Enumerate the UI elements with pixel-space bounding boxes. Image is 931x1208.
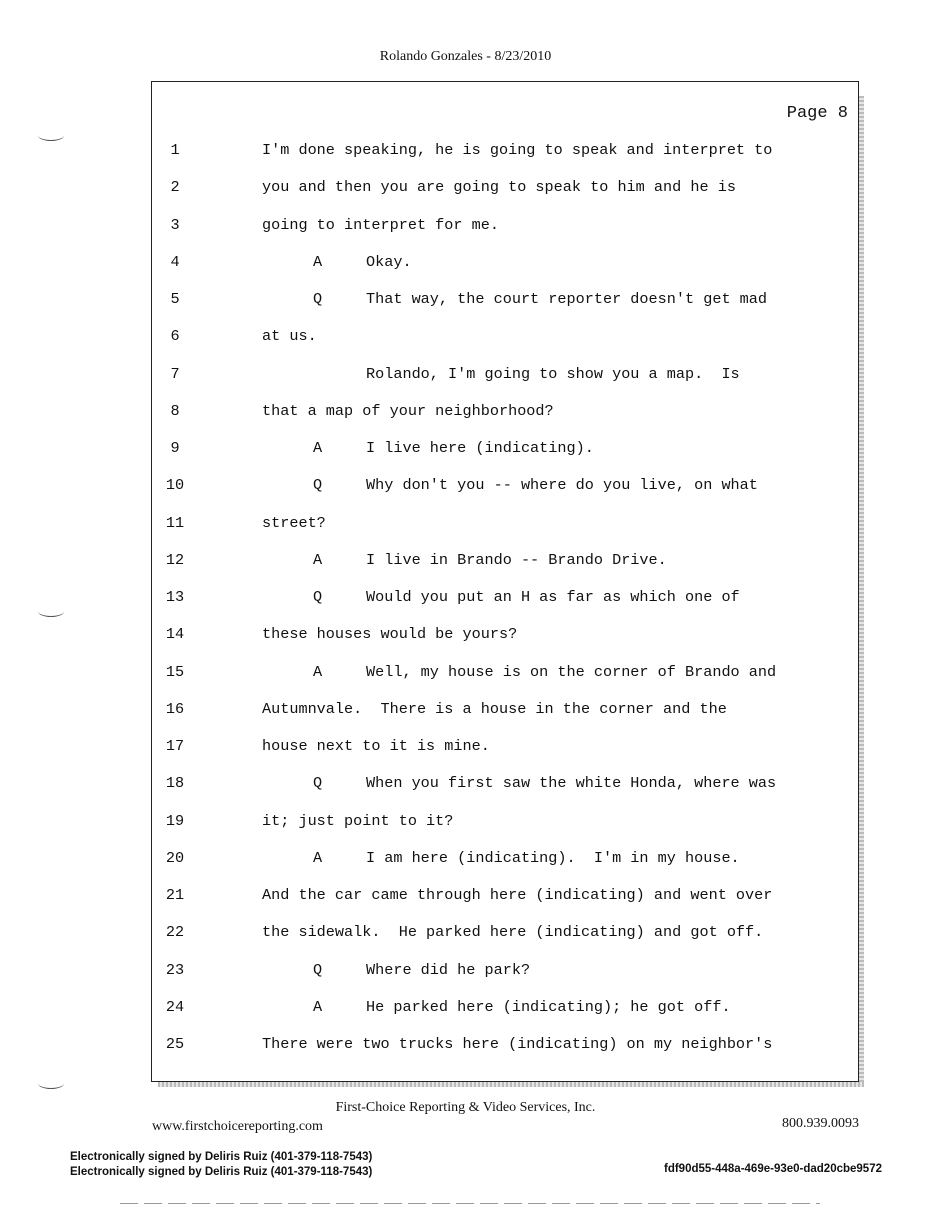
transcript-line — [0, 810, 931, 832]
page-number-label: Page 8 — [786, 104, 848, 123]
speaker-marker: Q — [313, 774, 323, 793]
line-text: at us. — [262, 327, 317, 346]
line-text: street? — [262, 513, 326, 532]
speaker-marker: A — [313, 550, 323, 569]
line-number: 25 — [165, 1035, 185, 1053]
line-number: 20 — [165, 848, 185, 867]
line-text: Would you put an H as far as which one of — [366, 588, 740, 606]
transcript-line — [0, 512, 931, 534]
line-number: 13 — [165, 588, 185, 606]
transcript-line — [0, 363, 931, 385]
speaker-marker: A — [313, 997, 323, 1016]
punch-hole-mark — [38, 606, 64, 617]
line-number: 15 — [165, 662, 185, 681]
transcript-line — [0, 437, 931, 459]
line-number: 19 — [165, 811, 185, 830]
punch-hole-mark — [38, 130, 64, 141]
line-number: 3 — [170, 215, 180, 234]
line-number: 22 — [165, 923, 185, 942]
line-number: 24 — [165, 997, 185, 1016]
line-text: house next to it is mine. — [262, 737, 490, 755]
transcript-line — [0, 884, 931, 906]
scan-edge-rule — [120, 1203, 820, 1204]
footer-phone: 800.939.0093 — [782, 1116, 859, 1131]
line-text: He parked here (indicating); he got off. — [366, 997, 731, 1016]
speaker-marker: Q — [313, 960, 323, 979]
transcript-line — [0, 474, 931, 496]
transcript-line — [0, 176, 931, 198]
line-text: going to interpret for me. — [262, 215, 499, 234]
line-number: 2 — [170, 178, 180, 197]
line-number: 11 — [165, 513, 185, 532]
transcript-line — [0, 698, 931, 720]
transcript-line — [0, 735, 931, 757]
line-text: that a map of your neighborhood? — [262, 401, 554, 420]
line-text: Why don't you -- where do you live, on what — [366, 476, 758, 495]
speaker-marker: Q — [313, 588, 323, 606]
line-number: 23 — [165, 960, 185, 979]
line-text: Autumnvale. There is a house in the corner and the — [262, 699, 727, 718]
line-number: 8 — [170, 401, 180, 420]
line-number: 18 — [165, 774, 185, 793]
transcript-line — [0, 549, 931, 571]
transcript-line — [0, 251, 931, 273]
line-number: 1 — [170, 141, 180, 159]
transcript-line — [0, 996, 931, 1018]
signature-line-2: Electronically signed by Deliris Ruiz (401-379-118-7543) — [70, 1166, 373, 1178]
transcript-line — [0, 921, 931, 943]
transcript-line — [0, 623, 931, 645]
transcript-line — [0, 959, 931, 981]
line-number: 10 — [165, 476, 185, 495]
line-text: That way, the court reporter doesn't get mad — [366, 290, 768, 308]
line-number: 9 — [170, 439, 180, 457]
line-text: I live in Brando -- Brando Drive. — [366, 550, 667, 569]
line-text: When you first saw the white Honda, where was — [366, 774, 777, 793]
transcript-line — [0, 214, 931, 236]
line-text: I am here (indicating). I'm in my house. — [366, 848, 740, 867]
line-number: 17 — [165, 737, 185, 755]
speaker-marker: Q — [313, 476, 323, 495]
transcript-line — [0, 1033, 931, 1055]
transcript-line — [0, 139, 931, 161]
speaker-marker: Q — [313, 290, 323, 308]
line-number: 5 — [170, 290, 180, 308]
signature-line-1: Electronically signed by Deliris Ruiz (401-379-118-7543) — [70, 1151, 373, 1163]
line-text: it; just point to it? — [262, 811, 454, 830]
line-text: these houses would be yours? — [262, 625, 518, 644]
line-text: Where did he park? — [366, 960, 531, 979]
transcript-line — [0, 288, 931, 310]
speaker-marker: A — [313, 252, 323, 271]
line-text: the sidewalk. He parked here (indicating) and got off. — [262, 923, 764, 942]
line-number: 21 — [165, 886, 185, 904]
transcript-line — [0, 325, 931, 347]
frame-shadow-bottom — [158, 1082, 864, 1087]
line-text: you and then you are going to speak to him and he is — [262, 178, 736, 197]
page-header-title: Rolando Gonzales - 8/23/2010 — [379, 49, 552, 64]
transcript-line — [0, 772, 931, 794]
line-text: And the car came through here (indicating) and went over — [262, 886, 773, 904]
line-text: Okay. — [366, 252, 412, 271]
speaker-marker: A — [313, 662, 323, 681]
line-text: I'm done speaking, he is going to speak and interpret to — [262, 141, 773, 159]
footer-website: www.firstchoicereporting.com — [152, 1119, 323, 1134]
transcript-line — [0, 400, 931, 422]
line-text: Rolando, I'm going to show you a map. Is — [366, 364, 740, 383]
punch-hole-mark — [38, 1078, 64, 1089]
transcript-line — [0, 847, 931, 869]
line-number: 16 — [165, 699, 185, 718]
line-text: I live here (indicating). — [366, 439, 594, 457]
line-text: Well, my house is on the corner of Brando and — [366, 662, 777, 681]
line-number: 6 — [170, 327, 180, 346]
document-hash: fdf90d55-448a-469e-93e0-dad20cbe9572 — [664, 1163, 882, 1175]
speaker-marker: A — [313, 848, 323, 867]
transcript-line — [0, 661, 931, 683]
speaker-marker: A — [313, 439, 323, 457]
line-text: There were two trucks here (indicating) on my neighbor's — [262, 1035, 773, 1053]
line-number: 4 — [170, 252, 180, 271]
line-number: 14 — [165, 625, 185, 644]
transcript-line — [0, 586, 931, 608]
line-number: 12 — [165, 550, 185, 569]
line-number: 7 — [170, 364, 180, 383]
footer-company: First-Choice Reporting & Video Services, Inc. — [335, 1100, 596, 1115]
